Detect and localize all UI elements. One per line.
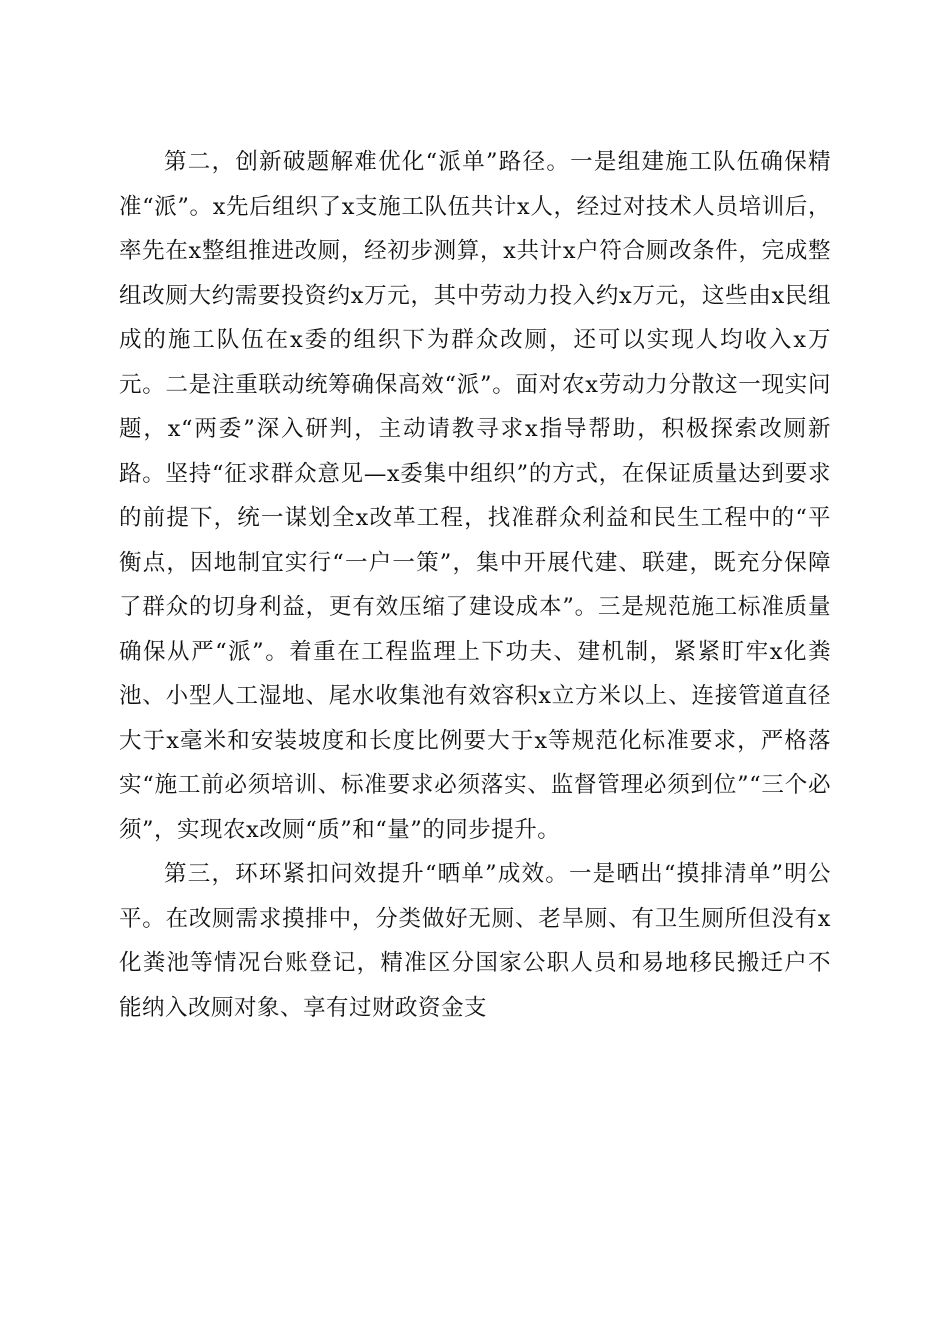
- paragraph-second: 第二，创新破题解难优化“派单”路径。一是组建施工队伍确保精准“派”。x先后组织了x支施工队伍共计x人，经过对技术人员培训后，率先在x整组推进改厕，经初步测算，x共计x户符合厕改条件，完成整组改厕大约需要投资约x万元，其中劳动力投入约x万元，这些由x民组成的施工队伍在x委的组织下为群众改厕，还可以实现人均收入x万元。二是注重联动统筹确保高效“派”。面对农x劳动力分散这一现实问题，x“两委”深入研判，主动请教寻求x指导帮助，积极探索改厕新路。坚持“征求群众意见—x委集中组织”的方式，在保证质量达到要求的前提下，统一谋划全x改革工程，找准群众利益和民生工程中的“平衡点，因地制宜实行“一户一策”，集中开展代建、联建，既充分保障了群众的切身利益，更有效压缩了建设成本”。三是规范施工标准质量确保从严“派”。着重在工程监理上下功夫、建机制，紧紧盯牢x化粪池、小型人工湿地、尾水收集池有效容积x立方米以上、连接管道直径大于x毫米和安装坡度和长度比例要大于x等规范化标准要求，严格落实“施工前必须培训、标准要求必须落实、监督管理必须到位”“三个必须”，实现农x改厕“质”和“量”的同步提升。: [119, 149, 831, 843]
- document-body: [119, 140, 831, 1030]
- paragraph-third: 第三，环环紧扣问效提升“晒单”成效。一是晒出“摸排清单”明公平。在改厕需求摸排中，分类做好无厕、老旱厕、有卫生厕所但没有x化粪池等情况台账登记，精准区分国家公职人员和易地移民搬迁户不能纳入改厕对象、享有过财政资金支: [119, 861, 831, 1021]
